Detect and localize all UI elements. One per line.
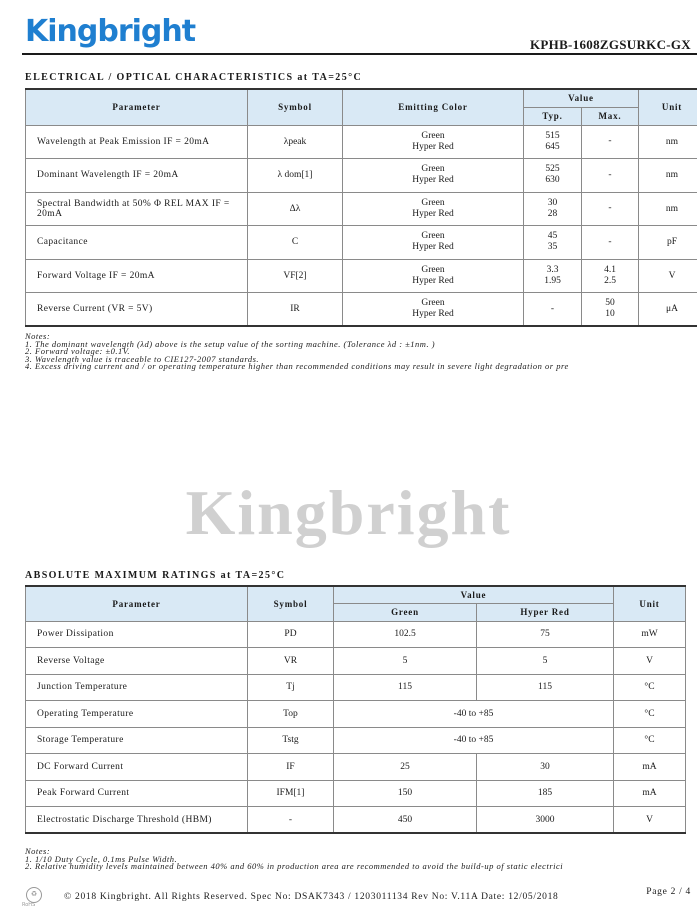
symbol-cell: VR (248, 648, 334, 675)
parameter-cell: Wavelength at Peak Emission IF = 20mA (26, 125, 248, 159)
green-value-cell: 5 (334, 648, 477, 675)
typ-cell (524, 159, 582, 193)
typ-cell-line: 3.3 (546, 264, 559, 275)
hyper-red-value-cell: 75 (477, 621, 614, 648)
max-cell (582, 159, 639, 193)
max-cell-line: - (608, 169, 612, 180)
note-line: Notes: (25, 848, 51, 856)
header-symbol: Symbol (248, 586, 334, 621)
table-row (26, 125, 697, 159)
typ-cell-line: 630 (545, 175, 560, 186)
typ-cell-line: 515 (545, 130, 560, 141)
max-cell-line: - (608, 136, 612, 147)
unit-cell: nm (639, 125, 697, 159)
parameter-cell: Electrostatic Discharge Threshold (HBM) (26, 807, 248, 834)
unit-cell: V (614, 807, 686, 834)
symbol-cell: PD (248, 621, 334, 648)
note-line: Notes: (25, 333, 51, 341)
emitting-color-cell (343, 159, 524, 193)
table-row (26, 159, 697, 193)
header-hyper-red: Hyper Red (477, 603, 614, 621)
table-row (26, 727, 686, 754)
max-cell (582, 259, 639, 293)
symbol-cell: λ dom[1] (248, 159, 343, 193)
symbol-cell: IR (248, 293, 343, 327)
hyper-red-value-cell: 115 (477, 674, 614, 701)
max-cell-line: 10 (605, 309, 615, 319)
unit-cell: μA (639, 293, 697, 327)
green-value-cell: 115 (334, 674, 477, 701)
table-row (26, 674, 686, 701)
table-row (26, 780, 686, 807)
max-cell (582, 226, 639, 260)
symbol-cell: C (248, 226, 343, 260)
symbol-cell: Tj (248, 674, 334, 701)
rohs-label: RoHS (22, 902, 36, 908)
table-row (26, 293, 697, 327)
green-value-cell: 102.5 (334, 621, 477, 648)
unit-cell: °C (614, 727, 686, 754)
table-row (26, 754, 686, 781)
note-line: 3. Wavelength value is traceable to CIE127-2007 standards. (25, 353, 259, 364)
unit-cell: mA (614, 754, 686, 781)
emitting-color-cell-line: Green (421, 231, 445, 242)
table-row (26, 701, 686, 728)
parameter-cell: Spectral Bandwidth at 50% Φ REL MAX IF = 20mA (26, 192, 248, 226)
typ-cell (524, 192, 582, 226)
electrical-section-title: ELECTRICAL / OPTICAL CHARACTERISTICS at TA=25°C (25, 72, 363, 83)
symbol-cell: Tstg (248, 727, 334, 754)
green-value-cell: 150 (334, 780, 477, 807)
max-cell-line: - (608, 203, 612, 214)
parameter-cell: Storage Temperature (26, 727, 248, 754)
combined-value-cell: -40 to +85 (334, 701, 614, 728)
typ-cell (524, 125, 582, 159)
parameter-cell: Capacitance (26, 226, 248, 260)
typ-cell-line: 45 (547, 231, 558, 242)
header-typ: Typ. (524, 107, 582, 125)
combined-value-cell: -40 to +85 (334, 727, 614, 754)
footer (22, 887, 691, 907)
header-unit: Unit (614, 586, 686, 621)
table-row (26, 621, 686, 648)
electrical-characteristics-table (25, 88, 697, 327)
parameter-cell: Reverse Voltage (26, 648, 248, 675)
hyper-red-value-cell: 5 (477, 648, 614, 675)
emitting-color-cell-line: Hyper Red (412, 309, 454, 319)
typ-cell (524, 293, 582, 327)
emitting-color-cell-line: Green (421, 130, 445, 141)
parameter-cell: Forward Voltage IF = 20mA (26, 259, 248, 293)
typ-cell-line: - (550, 303, 555, 314)
kingbright-logo: Kingbright (25, 14, 196, 49)
emitting-color-cell-line: Hyper Red (412, 175, 454, 186)
emitting-color-cell (343, 293, 524, 327)
absolute-maximum-ratings-table (25, 585, 686, 834)
symbol-cell: IF (248, 754, 334, 781)
unit-cell: °C (614, 674, 686, 701)
typ-cell (524, 259, 582, 293)
parameter-cell: Operating Temperature (26, 701, 248, 728)
emitting-color-cell (343, 192, 524, 226)
watermark: Kingbright (185, 477, 512, 548)
max-cell-line: 50 (605, 298, 615, 308)
hyper-red-value-cell: 185 (477, 780, 614, 807)
typ-cell-line: 35 (547, 242, 558, 253)
symbol-cell: - (248, 807, 334, 834)
emitting-color-cell-line: Green (421, 197, 445, 208)
header-max: Max. (582, 107, 639, 125)
copyright-text: © 2018 Kingbright. All Rights Reserved. Spec No: DSAK7343 / 1203011134 Rev No: V.11A Date: 12/05/2018 (64, 892, 559, 902)
symbol-cell: λpeak (248, 125, 343, 159)
absolute-section-title: ABSOLUTE MAXIMUM RATINGS at TA=25°C (25, 570, 286, 581)
part-number: KPHB-1608ZGSURKC-GX (530, 37, 691, 52)
hyper-red-value-cell: 3000 (477, 807, 614, 834)
table-row (26, 226, 697, 260)
emitting-color-cell-line: Green (421, 298, 445, 308)
note-line: 2. Relative humidity levels maintained between 40% and 60% in production area are recommended to avoid the build-up of static electrici (25, 861, 564, 871)
symbol-cell: VF[2] (248, 259, 343, 293)
table-row (26, 192, 697, 226)
emitting-color-cell (343, 125, 524, 159)
typ-cell-line: 30 (547, 197, 558, 208)
header-value: Value (334, 586, 614, 603)
unit-cell: pF (639, 226, 697, 260)
header-emitting-color: Emitting Color (343, 89, 524, 125)
header-unit: Unit (639, 89, 697, 125)
max-cell-line: - (608, 236, 612, 247)
unit-cell: mW (614, 621, 686, 648)
parameter-cell: DC Forward Current (26, 754, 248, 781)
typ-cell-line: 525 (545, 164, 560, 175)
unit-cell: nm (639, 159, 697, 193)
parameter-cell: Power Dissipation (26, 621, 248, 648)
max-cell (582, 293, 639, 327)
unit-cell: V (639, 259, 697, 293)
table-row (26, 807, 686, 834)
symbol-cell: Top (248, 701, 334, 728)
green-value-cell: 450 (334, 807, 477, 834)
emitting-color-cell (343, 259, 524, 293)
emitting-color-cell-line: Hyper Red (412, 275, 454, 286)
note-line: 4. Excess driving current and / or operating temperature higher than recommended conditions may result in severe light degradation or pre (25, 361, 569, 371)
unit-cell: °C (614, 701, 686, 728)
max-cell (582, 125, 639, 159)
note-line: 2. Forward voltage: ±0.1V. (25, 346, 131, 357)
header-green: Green (334, 603, 477, 621)
typ-cell-line: 1.95 (544, 275, 561, 286)
header-symbol: Symbol (248, 89, 343, 125)
unit-cell: nm (639, 192, 697, 226)
typ-cell-line: 28 (547, 208, 558, 219)
emitting-color-cell-line: Hyper Red (412, 208, 454, 219)
page-number: Page 2 / 4 (646, 887, 691, 897)
parameter-cell: Junction Temperature (26, 674, 248, 701)
symbol-cell: Δλ (248, 192, 343, 226)
emitting-color-cell-line: Hyper Red (412, 242, 454, 253)
table-row (26, 648, 686, 675)
typ-cell (524, 226, 582, 260)
green-value-cell: 25 (334, 754, 477, 781)
emitting-color-cell-line: Green (421, 264, 445, 275)
emitting-color-cell-line: Green (421, 164, 445, 175)
electrical-notes (25, 333, 697, 371)
parameter-cell: Peak Forward Current (26, 780, 248, 807)
max-cell (582, 192, 639, 226)
unit-cell: V (614, 648, 686, 675)
rohs-icon: ♻ (26, 887, 42, 903)
note-line: 1. The dominant wavelength (λd) above is the setup value of the sorting machine. (Tolerance λd : ±1nm. ) (25, 338, 436, 349)
hyper-red-value-cell: 30 (477, 754, 614, 781)
parameter-cell: Dominant Wavelength IF = 20mA (26, 159, 248, 193)
table-row (26, 259, 697, 293)
header-divider (22, 53, 697, 55)
header-parameter: Parameter (26, 89, 248, 125)
header-parameter: Parameter (26, 586, 248, 621)
emitting-color-cell (343, 226, 524, 260)
emitting-color-cell-line: Hyper Red (412, 141, 454, 152)
unit-cell: mA (614, 780, 686, 807)
max-cell-line: 4.1 (604, 264, 616, 275)
max-cell-line: 2.5 (604, 275, 616, 286)
symbol-cell: IFM[1] (248, 780, 334, 807)
header-value: Value (524, 89, 639, 107)
parameter-cell: Reverse Current (VR = 5V) (26, 293, 248, 327)
absolute-notes (25, 848, 697, 871)
note-line: 1. 1/10 Duty Cycle, 0.1ms Pulse Width. (25, 853, 178, 864)
typ-cell-line: 645 (545, 141, 560, 152)
